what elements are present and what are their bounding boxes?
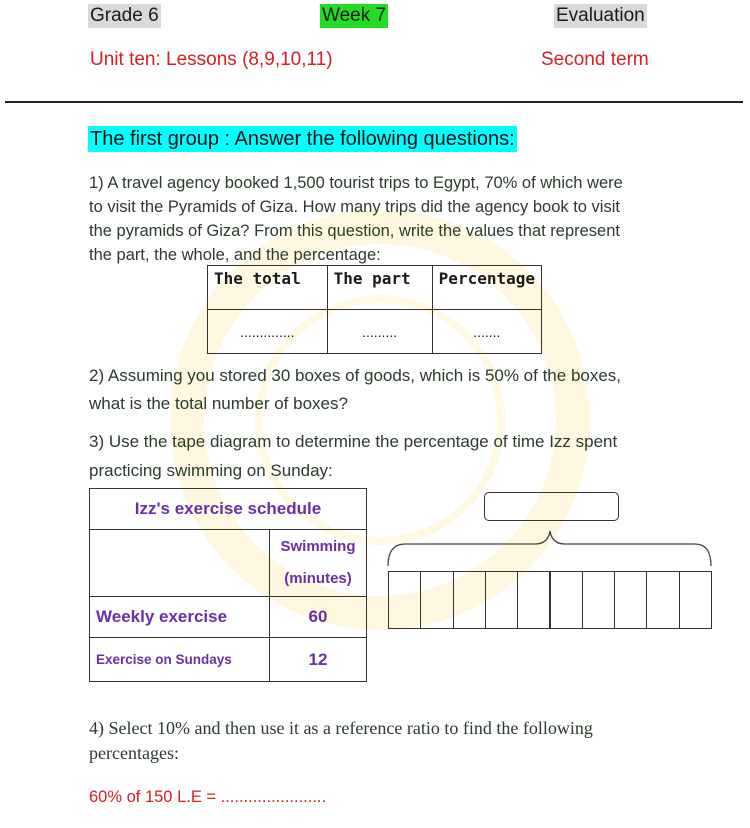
header-divider	[5, 101, 743, 103]
part-whole-table	[207, 265, 542, 354]
question-3	[89, 427, 617, 485]
q2-line: 2) Assuming you stored 30 boxes of goods, which is 50% of the boxes,	[89, 366, 622, 385]
q1-line: the part, the whole, and the percentage:	[89, 246, 381, 264]
col-header-swimming: Swimming	[280, 538, 356, 555]
q3-line: practicing swimming on Sunday:	[89, 461, 333, 480]
q1-line: the pyramids of Giza? From this question, write the values that represent	[89, 222, 620, 240]
row-weekly-label: Weekly exercise	[90, 597, 270, 638]
q1-line: to visit the Pyramids of Giza. How many trips did the agency book to visit	[89, 198, 620, 216]
row-weekly-value: 60	[270, 597, 367, 638]
grade-label: Grade 6	[90, 5, 159, 26]
evaluation-label: Evaluation	[556, 5, 645, 26]
schedule-empty-cell	[90, 530, 270, 597]
col-header-minutes: (minutes)	[284, 570, 352, 587]
tape-total-box[interactable]	[484, 492, 619, 521]
q4-item-1: 60% of 150 L.E = .......................	[89, 788, 327, 806]
col-header-total: The total	[208, 266, 328, 310]
row-sunday-label: Exercise on Sundays	[90, 638, 270, 682]
schedule-title: Izz's exercise schedule	[90, 489, 367, 530]
tape-segment	[453, 571, 486, 629]
blank-total[interactable]: ..............	[208, 310, 328, 354]
tape-segment	[582, 571, 615, 629]
q1-line: 1) A travel agency booked 1,500 tourist trips to Egypt, 70% of which were	[89, 174, 623, 192]
tape-segment	[420, 571, 453, 629]
tape-segment	[646, 571, 679, 629]
row-sunday-value: 12	[270, 638, 367, 682]
blank-part[interactable]: .........	[327, 310, 432, 354]
tape-segment	[388, 571, 421, 629]
col-header-part: The part	[327, 266, 432, 310]
col-header-percentage: Percentage	[432, 266, 541, 310]
tape-segment	[517, 571, 550, 629]
question-2	[89, 362, 621, 418]
tape-segment	[550, 571, 583, 629]
question-4	[89, 716, 593, 766]
week-label: Week 7	[322, 5, 387, 26]
q4-line: 4) Select 10% and then use it as a reference ratio to find the following	[89, 718, 593, 738]
tape-segment	[485, 571, 518, 629]
q2-line: what is the total number of boxes?	[89, 394, 348, 413]
tape-segment	[679, 571, 712, 629]
tape-segment	[614, 571, 647, 629]
q3-line: 3) Use the tape diagram to determine the percentage of time Izz spent	[89, 432, 618, 451]
unit-label: Unit ten: Lessons (8,9,10,11)	[90, 49, 333, 70]
question-1	[89, 171, 623, 267]
blank-percentage[interactable]: .......	[432, 310, 541, 354]
q4-line: percentages:	[89, 743, 179, 763]
group-title: The first group : Answer the following questions:	[90, 128, 515, 150]
term-label: Second term	[541, 49, 649, 70]
schedule-col-header	[270, 530, 367, 597]
exercise-schedule-table	[89, 488, 367, 682]
tape-brace	[385, 528, 715, 568]
